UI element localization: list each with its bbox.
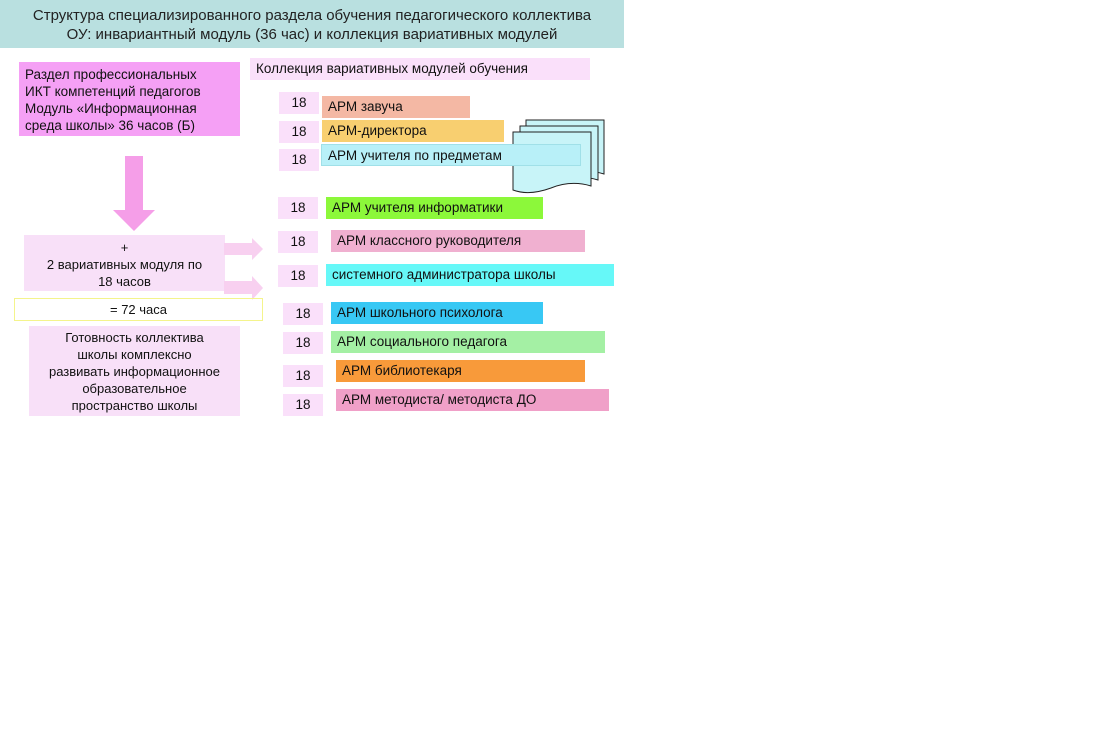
module-hours-9: 18 [283,365,323,387]
total-hours-box: = 72 часа [14,298,263,321]
module-hours-2: 18 [279,121,319,143]
module-psychologist: АРМ школьного психолога [331,302,543,324]
module-librarian: АРМ библиотекаря [336,360,585,382]
module-hours-7: 18 [283,303,323,325]
module-hours-3: 18 [279,149,319,171]
module-social-pedagogue: АРМ социального педагога [331,331,605,353]
module-hours-10: 18 [283,394,323,416]
down-arrow-icon [112,156,156,232]
invariant-line-3: Модуль «Информационная [25,101,197,116]
module-hours-1: 18 [279,92,319,114]
readiness-line-2: школы комплексно [77,347,192,362]
plus-line-2: 2 вариативных модуля по [46,257,203,272]
readiness-line-1: Готовность коллектива [65,330,204,345]
title-line-2: ОУ: инвариантный модуль (36 час) и коллекция вариативных модулей [66,26,558,43]
module-system-admin: системного администратора школы [326,264,614,286]
invariant-line-4: среда школы» 36 часов (Б) [25,118,196,133]
module-subject-teacher: АРМ учителя по предметам [321,144,581,166]
module-hours-8: 18 [283,332,323,354]
module-hours-4: 18 [278,197,318,219]
readiness-line-4: образовательное [82,381,187,396]
readiness-line-3: развивать информационное [48,364,220,379]
module-hours-5: 18 [278,231,318,253]
module-zavuch: АРМ завуча [322,96,470,118]
invariant-line-2: ИКТ компетенций педагогов [25,84,201,99]
plus-sign: + [120,240,129,255]
module-director: АРМ-директора [322,120,504,142]
module-hours-6: 18 [278,265,318,287]
readiness-box [29,326,240,416]
right-arrow-icon [224,238,264,302]
collection-title: Коллекция вариативных модулей обучения [250,58,590,80]
readiness-line-5: пространство школы [71,398,198,413]
plus-line-3: 18 часов [98,274,151,289]
variative-addition-box [24,235,225,291]
invariant-line-1: Раздел профессиональных [25,67,197,82]
module-methodist: АРМ методиста/ методиста ДО [336,389,609,411]
module-informatics-teacher: АРМ учителя информатики [326,197,543,219]
invariant-module-box [19,62,240,136]
module-class-teacher: АРМ классного руководителя [331,230,585,252]
diagram-title [0,0,624,48]
title-line-1: Структура специализированного раздела обучения педагогического коллектива [32,7,592,24]
